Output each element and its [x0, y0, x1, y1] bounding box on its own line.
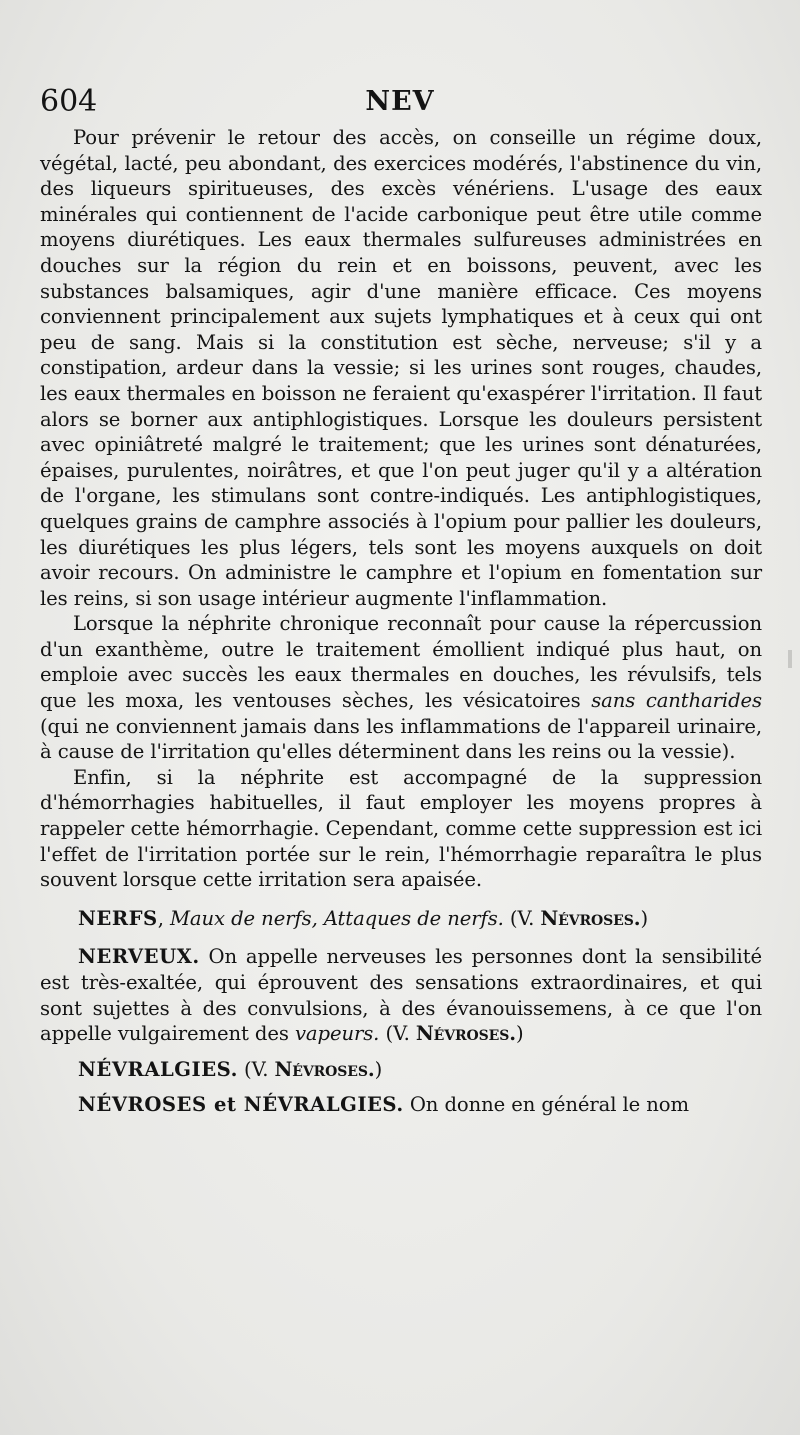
entry-italic: vapeurs.: [294, 1022, 380, 1046]
entry-text: On donne en général le nom: [403, 1093, 689, 1117]
entry-headword: NÉVROSES et NÉVRALGIES.: [78, 1093, 404, 1117]
running-head-title: NEV: [365, 86, 435, 117]
body-text: [40, 125, 762, 1118]
paragraph-hemorrhage: Enfin, si la néphrite est accompagné de la suppression d'hémorrhagies habituelles, il faut employer les moyens propres à rappeler cette hémorrhagie. Cependant, comme cette suppression est ici l'effet de l'irritation portée sur le rein, l'hémorrhagie reparaîtra le plus souvent lorsque cette irritation sera apaisée.: [40, 765, 762, 892]
cross-ref-open: (V.: [503, 906, 541, 930]
cross-ref-open: (V.: [379, 1022, 416, 1046]
paragraph-treatment: Pour prévenir le retour des accès, on conseille un régime doux, végétal, lacté, peu abondant, des exercices modérés, l'abstinence du vin, des liqueurs spiritueuses, des excès vénériens. L'usage des eaux minérales qui contiennent de l'acide carbonique peut être utile comme moyens diurétiques. Les eaux thermales sulfureuses administrées en douches sur la région du rein et en boissons, peuvent, avec les substances balsamiques, agir d'une manière efficace. Ces moyens conviennent principalement aux sujets lymphatiques et à ceux qui ont peu de sang. Mais si la constitution est sèche, nerveuse; s'il y a constipation, ardeur dans la vessie; si les urines sont rouges, chaudes, les eaux thermales en boisson ne feraient qu'exaspérer l'irritation. Il faut alors se borner aux antiphlogistiques. Lorsque les douleurs persistent avec opiniâtreté malgré le traitement; que les urines sont dénaturées, épaises, purulentes, noirâtres, et que l'on peut juger qu'il y a altération de l'organe, les stimulans sont contre-indiqués. Les antiphlogistiques, quelques grains de camphre associés à l'opium pour pallier les douleurs, les diurétiques les plus légers, tels sont les moyens auxquels on doit avoir recours. On administre le camphre et l'opium en fomentation sur les reins, si son usage intérieur augmente l'inflammation.: [40, 126, 762, 610]
entry-nerfs: [40, 906, 762, 932]
entry-text: On appelle nerveuses les personnes dont la sensibilité est très-exaltée, qui éprouvent des sensations extraordinaires, et qui sont sujettes à des convulsions, à des évanouissemens, à ce que l'on appelle vulgairement des: [40, 945, 762, 1046]
entry-nevralgies: [40, 1057, 762, 1083]
entry-italic: Maux de nerfs, Attaques de nerfs.: [169, 906, 504, 930]
cross-ref-word: Névroses.: [540, 906, 641, 930]
italic-phrase: sans cantharides: [591, 689, 762, 713]
paragraph-chronic-nephritis: [40, 611, 762, 765]
cross-ref-close: ): [515, 1022, 524, 1046]
entry-separator: ,: [157, 906, 170, 930]
entry-nerveux: [40, 944, 762, 1046]
entry-headword: NERFS: [78, 906, 158, 930]
cross-ref-close: ): [640, 906, 648, 930]
cross-ref-word: Névroses.: [274, 1057, 375, 1081]
running-head: [40, 82, 760, 122]
entry-headword: NERVEUX.: [78, 945, 200, 969]
cross-ref-word: Névroses.: [415, 1022, 516, 1046]
paragraph-text: (qui ne conviennent jamais dans les inflammations de l'appareil urinaire, à cause de l'irritation qu'elles déterminent dans les reins ou la vessie).: [40, 714, 762, 764]
cross-ref-close: ): [374, 1057, 383, 1081]
paragraph-text: Lorsque la néphrite chronique reconnaît pour cause la répercussion d'un exanthème, outre le traitement émollient indiqué plus haut, on emploie avec succès les eaux thermales en douches, les révulsifs, tels que les moxa, les ventouses sèches, les vésicatoires: [40, 612, 762, 713]
entry-nevroses: [40, 1092, 762, 1118]
entry-headword: NÉVRALGIES.: [78, 1057, 238, 1081]
page-number: 604: [40, 84, 98, 119]
cross-ref-open: (V.: [237, 1057, 275, 1081]
page-edge-mark: [788, 650, 792, 668]
